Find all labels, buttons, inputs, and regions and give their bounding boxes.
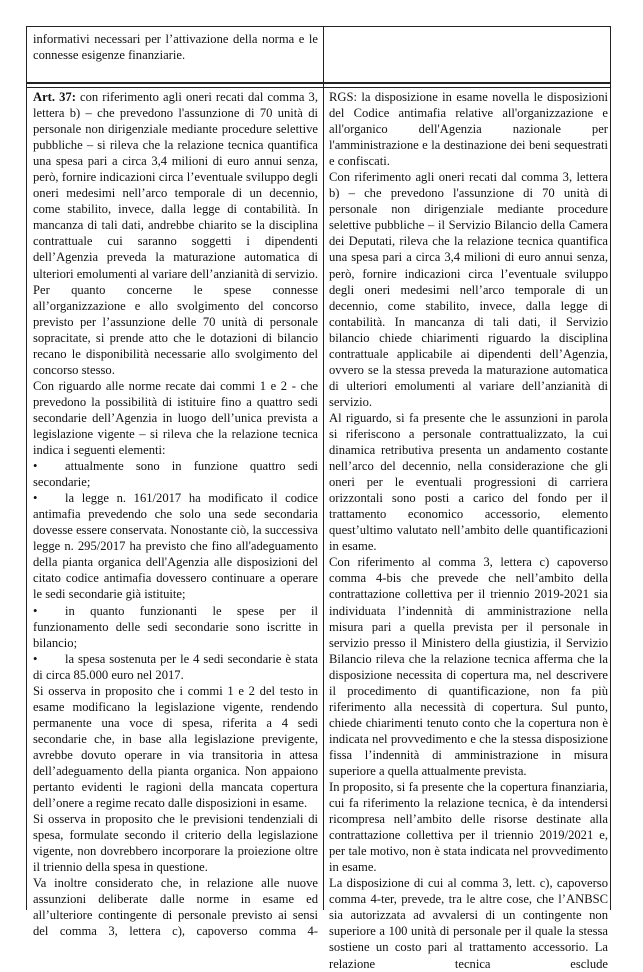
top-row-left-cell bbox=[33, 31, 318, 63]
top-row-text: informativi necessari per l’attivazione della norma e le connesse esigenze finanziarie. bbox=[33, 32, 318, 63]
right-para-4: Con riferimento al comma 3, lettera c) capoverso comma 4-bis che prevede che nell’ambito della contrattazione collettiva per il triennio 2019-2021 sia individuata l’indennità di amministrazione nella misura pari a quella prevista per il personale in servizio presso il Ministero della giustizia, il Servizio Bilancio rileva che la relazione tecnica afferma che la disposizione necessita di copertura ma, nel descrivere il procedimento di quantificazione, non fa più riferimento alla necessità di copertura. Sul punto, chiede chiarimenti tenuto conto che la copertura non è indicata nel provvedimento e che la stessa disposizione fissa l’indennità di amministrazione in misura superiore a quella attualmente prevista. bbox=[329, 555, 608, 778]
right-para-6: La disposizione di cui al comma 3, lett. c), capoverso comma 4-ter, prevede, tra le altre cose, che l’ANBSC sia autorizzata ad avvalersi di un contingente non superiore a 100 unità di personale per il quale la stessa sostiene un costo pari al trattamento accessorio. La relazione tecnica esclude bbox=[329, 876, 608, 971]
left-para-1 bbox=[33, 89, 318, 282]
bullet-icon: • bbox=[33, 459, 38, 474]
column-divider bbox=[323, 27, 324, 910]
bullet-item: • attualmente sono in funzione quattro sedi secondarie; bbox=[33, 459, 318, 490]
left-para-2: Per quanto concerne le spese connesse all’organizzazione e allo svolgimento del concorso previsto per l’assunzione delle 70 unità di personale sopracitate, si prende atto che le dotazioni di bilancio recano le disponibilità necessarie allo svolgimento del concorso stesso. bbox=[33, 282, 318, 377]
right-para-3: Al riguardo, si fa presente che le assunzioni in parola si riferiscono a personale contrattualizzato, la cui dinamica retributiva presenta un andamento costante nell’arco del decennio, nella considerazione che gli oneri per le eventuali progressioni di carriera orizzontali sono posti a carico del fondo per il trattamento economico accessorio, elemento quest’ultimo valutato nell’ambito delle quantificazioni in esame. bbox=[329, 410, 608, 554]
bullet-icon: • bbox=[33, 651, 38, 666]
row-divider-secondary bbox=[27, 87, 610, 88]
right-para-2: Con riferimento agli oneri recati dal comma 3, lettera b) – che prevedono l'assunzione di 70 unità di personale non dirigenziale mediante procedure selettive pubbliche – il Servizio Bilancio della Camera dei Deputati, rileva che la relazione tecnica quantifica una spesa pari a circa 3,4 milioni di euro annui senza, però, fornire indicazioni circa l’eventuale sviluppo degli oneri medesimi nell’arco temporale di un decennio, come stabilito, invece, dalla legge di contabilità. In mancanza di tali dati, il Servizio bilancio chiede chiarimenti riguardo la disciplina contrattuale applicabile ai dipendenti dell’Agenzia, ovvero se la stessa preveda la maturazione automatica di ulteriori emolumenti al variare dell’anzianità di servizio. bbox=[329, 170, 608, 409]
right-para-1: RGS: la disposizione in esame novella le disposizioni del Codice antimafia relative all'organizzazione e all'organico dell'Agenzia nazionale per l'amministrazione e la destinazione dei beni sequestrati e confiscati. bbox=[329, 90, 608, 169]
left-para-4: Si osserva in proposito che i commi 1 e 2 del testo in esame modificano la legislazione vigente, rendendo permanente una voce di spesa, riferita a 4 sedi secondarie che, in base alla legislazione previgente, avrebbe dovuto operare in via transitoria in attesa dell’adeguamento della pianta organica. Non appaiono pertanto evidenti le ragioni della mancata copertura dell’onere a regime recato dalle disposizioni in esame. bbox=[33, 683, 318, 811]
left-column bbox=[33, 89, 318, 939]
right-para-5: In proposito, si fa presente che la copertura finanziaria, cui fa riferimento la relazione tecnica, è da intendersi ricompresa nell’ambito delle risorse destinate alla contrattazione collettiva per il triennio 2019/2021 e, per tale motivo, non è stata indicata nel provvedimento in esame. bbox=[329, 780, 608, 875]
bullet-item: • in quanto funzionanti le spese per il funzionamento delle sedi secondarie sono iscritte in bilancio; bbox=[33, 603, 318, 650]
bullet-item: • la spesa sostenuta per le 4 sedi secondarie è stata di circa 85.000 euro nel 2017. bbox=[33, 651, 318, 682]
left-para-5: Si osserva in proposito che le previsioni tendenziali di spesa, formulate secondo il criterio della legislazione vigente, non dovrebbero incorporare la proiezione oltre il triennio della spesa in questione. bbox=[33, 812, 318, 875]
right-column bbox=[329, 89, 608, 972]
left-para-3: Con riguardo alle norme recate dai commi 1 e 2 - che prevedono la possibilità di istituire fino a quattro sedi secondarie dell’Agenzia in luogo dell’unica prevista a legislazione vigente – si rileva che la relazione tecnica indica i seguenti elementi: bbox=[33, 378, 318, 458]
bullet-icon: • bbox=[33, 491, 38, 506]
bullet-icon: • bbox=[33, 603, 38, 618]
article-label: Art. 37: bbox=[33, 90, 76, 104]
left-para-6: Va inoltre considerato che, in relazione alle nuove assunzioni deliberate dalle norme in esame ed all’ulteriore contingente di personale previsto ai sensi del comma 3, lettera c), capoverso comma 4- bbox=[33, 876, 318, 939]
document-table bbox=[26, 26, 611, 971]
bullet-item: • la legge n. 161/2017 ha modificato il codice antimafia prevedendo che solo una sede secondaria dovesse essere conservata. Nonostante ciò, la successiva legge n. 295/2017 ha previsto che fino all'adeguamento della pianta organica dell'Agenzia alle disposizioni del citato codice antimafia dovessero continuare a operare le sedi secondarie già istituite; bbox=[33, 491, 318, 602]
left-para-1-text: con riferimento agli oneri recati dal comma 3, lettera b) – che prevedono l'assunzione di 70 unità di personale non dirigenziale mediante procedure selettive pubbliche – si rileva che la relazione tecnica quantifica una spesa pari a circa 3,4 milioni di euro annui senza, però, fornire indicazioni circa l’eventuale sviluppo degli oneri medesimi nell’arco temporale di un decennio, come stabilito, invece, dalla legge di contabilità. In mancanza di tali dati, andrebbe chiarito se la disciplina contrattuale cui saranno soggetti i dipendenti dell’Agenzia preveda la maturazione automatica di ulteriori emolumenti al variare dell’anzianità di servizio. bbox=[33, 90, 319, 281]
row-divider bbox=[27, 82, 610, 84]
